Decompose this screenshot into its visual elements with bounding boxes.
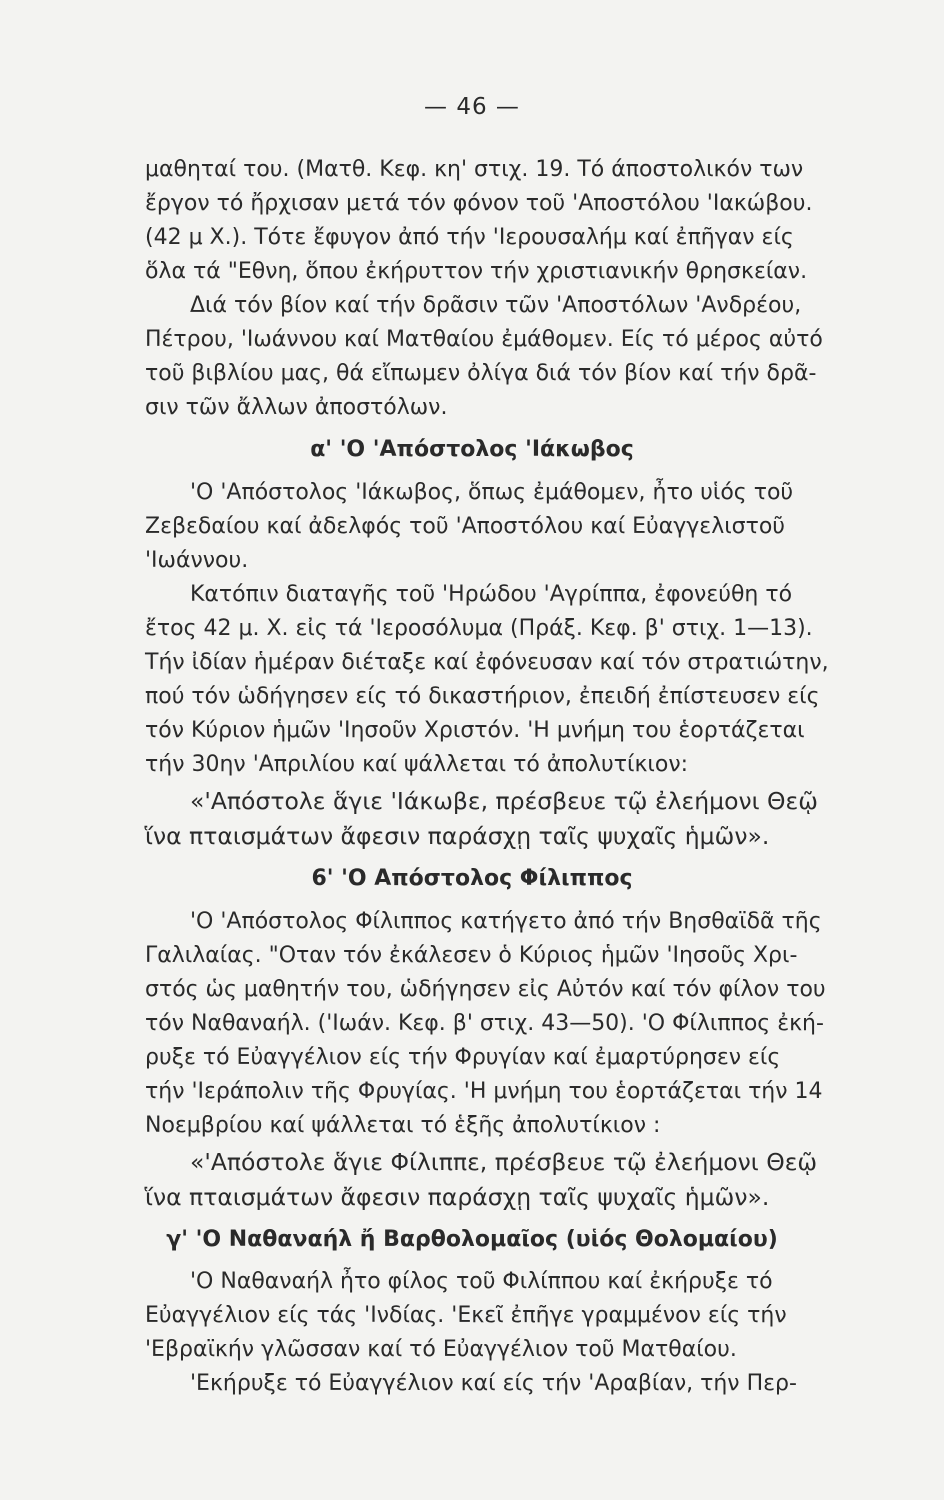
intro-line: ἔργον τό ἤρχισαν μετά τόν φόνον τοῦ 'Αποστόλου 'Ιακώβου.	[145, 191, 813, 216]
section-b-line: ρυξε τό Εὐαγγέλιον είς τήν Φρυγίαν καί ἐμαρτύρησεν είς	[145, 1045, 781, 1070]
section-a-line: 'Ο 'Απόστολος 'Ιάκωβος, ὅπως ἐμάθομεν, ἦτο υἱός τοῦ	[190, 480, 794, 505]
intro-line: Διά τόν βίον καί τήν δρᾶσιν τῶν 'Αποστόλων 'Ανδρέου,	[190, 293, 802, 318]
section-c-line: 'Εκήρυξε τό Εὐαγγέλιον καί είς τήν 'Αραβίαν, τήν Περ-	[190, 1371, 797, 1396]
section-a-line: Κατόπιν διαταγῆς τοῦ 'Ηρώδου 'Αγρίππα, ἐφονεύθη τό	[190, 582, 793, 607]
section-a-line: πού τόν ὡδήγησεν είς τό δικαστήριον, ἐπειδή ἐπίστευσεν είς	[145, 684, 820, 709]
intro-line: σιν τῶν ἄλλων ἀποστόλων.	[145, 395, 448, 420]
section-c-line: 'Ο Ναθαναήλ ἦτο φίλος τοῦ Φιλίππου καί ἐκήρυξε τό	[190, 1269, 773, 1294]
intro-line: (42 μ Χ.). Τότε ἔφυγον ἀπό τήν 'Ιερουσαλήμ καί ἐπῆγαν είς	[145, 225, 794, 250]
intro-line: μαθηταί του. (Ματθ. Κεφ. κη' στιχ. 19. Τό άποστολικόν των	[145, 157, 804, 182]
section-a-line: Ζεβεδαίου καί ἀδελφός τοῦ 'Αποστόλου καί Εὐαγγελιστοῦ	[145, 514, 786, 539]
section-heading-filippos: 6' 'Ο Απόστολος Φίλιππος	[311, 866, 633, 891]
section-a-line: 'Ιωάννου.	[145, 548, 249, 573]
section-c-line: Εὐαγγέλιον είς τάς 'Ινδίας. 'Εκεῖ ἐπῆγε γραμμένον είς τήν	[145, 1303, 787, 1328]
page-number: — 46 —	[424, 94, 520, 120]
section-b-line: Γαλιλαίας. "Οταν τόν ἐκάλεσεν ὁ Κύριος ἡμῶν 'Ιησοῦς Χρι-	[145, 943, 798, 968]
section-b-line: στός ὡς μαθητήν του, ὡδήγησεν εἰς Αὐτόν καί τόν φίλον του	[145, 977, 826, 1002]
section-heading-iakovos: α' 'Ο 'Απόστολος 'Ιάκωβος	[310, 437, 634, 462]
section-a-line: τήν 30ην 'Απριλίου καί ψάλλεται τό ἀπολυτίκιον:	[145, 752, 689, 777]
section-b-hymn-line: ἵνα πταισμάτων ἄφεσιν παράσχῃ ταῖς ψυχαῖς ἡμῶν».	[145, 1183, 770, 1211]
section-b-hymn-line: «'Απόστολε ἅγιε Φίλιππε, πρέσβευε τῷ ἐλεήμονι Θεῷ	[190, 1148, 818, 1176]
intro-line: ὅλα τά "Εθνη, ὅπου ἐκήρυττον τήν χριστιανικήν θρησκείαν.	[145, 259, 808, 284]
section-b-line: 'Ο 'Απόστολος Φίλιππος κατήγετο ἀπό τήν Βησθαϊδᾶ τῆς	[190, 909, 822, 934]
section-c-line: 'Εβραϊκήν γλῶσσαν καί τό Εὐαγγέλιον τοῦ Ματθαίου.	[145, 1337, 737, 1362]
section-a-hymn-line: ἵνα πταισμάτων ἄφεσιν παράσχῃ ταῖς ψυχαῖς ἡμῶν».	[145, 822, 770, 850]
intro-line: τοῦ βιβλίου μας, θά εἴπωμεν ὀλίγα διά τόν βίον καί τήν δρᾶ-	[145, 361, 817, 386]
section-a-line: Τήν ἰδίαν ἡμέραν διέταξε καί ἐφόνευσαν καί τόν στρατιώτην,	[145, 650, 829, 675]
section-b-line: Νοεμβρίου καί ψάλλεται τό ἑξῆς ἀπολυτίκιον :	[145, 1113, 661, 1138]
section-a-line: ἔτος 42 μ. Χ. εἰς τά 'Ιεροσόλυμα (Πράξ. Κεφ. β' στιχ. 1—13).	[145, 616, 813, 641]
section-a-line: τόν Κύριον ἡμῶν 'Ιησοῦν Χριστόν. 'Η μνήμη του ἑορτάζεται	[145, 718, 805, 743]
section-a-hymn-line: «'Απόστολε ἅγιε 'Ιάκωβε, πρέσβευε τῷ ἐλεήμονι Θεῷ	[190, 787, 818, 815]
section-b-line: τόν Ναθαναήλ. ('Ιωάν. Κεφ. β' στιχ. 43—50). 'Ο Φίλιππος ἐκή-	[145, 1011, 824, 1036]
section-b-line: τήν 'Ιεράπολιν τῆς Φρυγίας. 'Η μνήμη του ἑορτάζεται τήν 14	[145, 1079, 823, 1104]
intro-line: Πέτρου, 'Ιωάννου καί Ματθαίου ἐμάθομεν. Είς τό μέρος αὐτό	[145, 327, 823, 352]
section-heading-nathanael: γ' 'Ο Ναθαναήλ ἤ Βαρθολομαῖος (υἱός Θολομαίου)	[166, 1227, 778, 1252]
